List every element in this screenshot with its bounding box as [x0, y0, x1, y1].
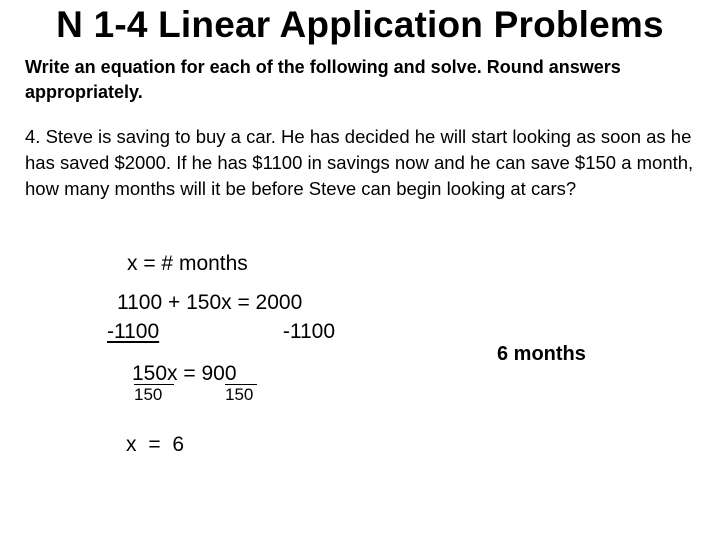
subtract-left-value: -1100: [107, 320, 160, 343]
slide-title: N 1-4 Linear Application Problems: [56, 4, 664, 45]
divide-left-value: 150: [134, 384, 174, 405]
divide-right: [225, 384, 257, 405]
solution: x = 6: [126, 433, 188, 456]
divide-left: [134, 384, 174, 405]
equation: 1100 + 150x = 2000: [117, 291, 303, 314]
simplified-equals: =: [177, 362, 202, 385]
simplified-rhs: 900: [201, 362, 237, 385]
simplified-equation: [132, 362, 237, 386]
variable-definition: x = # months: [127, 252, 248, 275]
subtraction-step: [107, 320, 335, 344]
divide-right-value: 150: [225, 384, 257, 405]
final-answer: 6 months: [497, 343, 586, 365]
simplified-lhs: 150x: [132, 362, 178, 385]
problem-text: 4. Steve is saving to buy a car. He has decided he will start looking as soon as he has saved $2000. If he has $1100 in savings now and he can save $150 a month, how many months will it be before Steve can begin looking at cars?: [25, 126, 694, 199]
instructions-text: Write an equation for each of the following and solve. Round answers appropriately.: [25, 57, 621, 102]
subtract-right-value: -1100: [282, 320, 335, 343]
